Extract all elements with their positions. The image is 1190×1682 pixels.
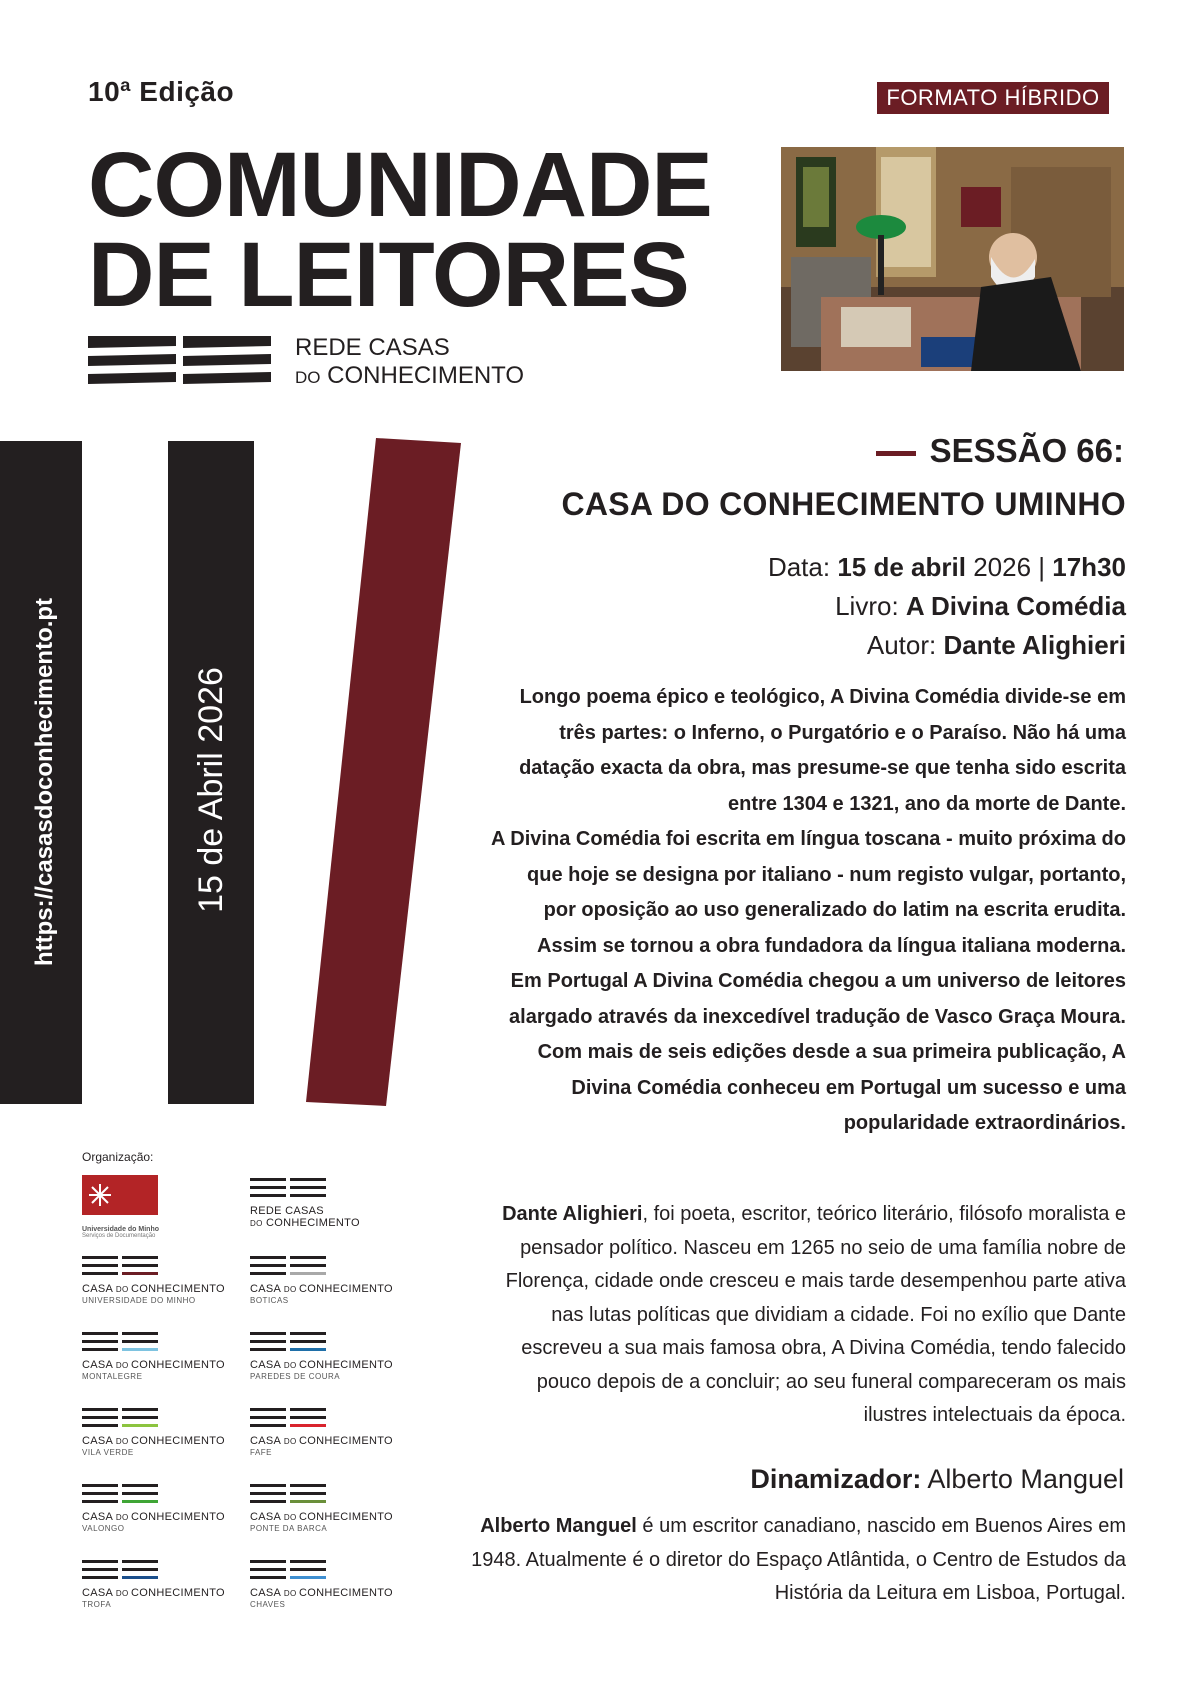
casa-logo-place: PONTE DA BARCA bbox=[250, 1524, 328, 1533]
edition-label: 10ª Edição bbox=[88, 76, 235, 107]
rede-casas-logo bbox=[250, 1178, 360, 1230]
casa-logo-title: CASA DO CONHECIMENTO bbox=[250, 1511, 393, 1523]
casa-logo-place: PAREDES DE COURA bbox=[250, 1372, 341, 1381]
casa-logo-title: CASA DO CONHECIMENTO bbox=[250, 1359, 393, 1371]
network-line-1: REDE CASAS bbox=[295, 334, 450, 361]
stripes-logo-icon bbox=[82, 1256, 162, 1278]
book-line: Livro: A Divina Comédia bbox=[835, 591, 1126, 621]
stripes-logo-icon bbox=[250, 1178, 330, 1200]
book-description bbox=[490, 680, 1126, 1142]
network-name bbox=[295, 334, 524, 392]
stripes-logo-icon bbox=[82, 1332, 162, 1354]
stripes-logo-icon bbox=[82, 1408, 162, 1430]
description-paragraph: Longo poema épico e teológico, A Divina Comédia divide-se em três partes: o Inferno, o Purgatório e o Paraíso. Não há uma datação exacta da obra, mas presume-se que tenha sido escrita entre 1304 e 1321, ano da morte de Dante. bbox=[519, 686, 1126, 815]
session-venue: CASA DO CONHECIMENTO UMINHO bbox=[561, 486, 1126, 522]
uminho-logo bbox=[82, 1175, 159, 1239]
stripes-logo-icon bbox=[250, 1256, 330, 1278]
casa-logo-title: CASA DO CONHECIMENTO bbox=[82, 1283, 225, 1295]
casa-logo bbox=[250, 1408, 393, 1458]
uminho-sub: Serviços de Documentação bbox=[82, 1233, 156, 1239]
title-line-1: COMUNIDADE bbox=[88, 134, 712, 236]
casa-logo-title: CASA DO CONHECIMENTO bbox=[82, 1359, 225, 1371]
casa-logo-place: TROFA bbox=[82, 1600, 112, 1609]
casa-logo bbox=[250, 1332, 393, 1382]
stripes-logo-icon bbox=[250, 1408, 330, 1430]
stripes-logo-icon bbox=[250, 1484, 330, 1506]
author-bio-name: Dante Alighieri bbox=[502, 1203, 643, 1225]
author-bio bbox=[490, 1198, 1126, 1433]
casa-logo-title: CASA DO CONHECIMENTO bbox=[82, 1511, 225, 1523]
casa-logo bbox=[250, 1256, 393, 1306]
uminho-name: Universidade do Minho bbox=[82, 1226, 160, 1233]
session-number bbox=[876, 432, 1124, 470]
moderator-bio-text: é um escritor canadiano, nascido em Buenos Aires em 1948. Atualmente é o diretor do Espaço Atlântida, o Centro de Estudos da História da Leitura em Lisboa, Portugal. bbox=[471, 1515, 1126, 1604]
network-line-2: CONHECIMENTO bbox=[327, 362, 525, 389]
casa-logo-title: CASA DO CONHECIMENTO bbox=[82, 1587, 225, 1599]
rede-line-2: CONHECIMENTO bbox=[265, 1217, 360, 1229]
page-title bbox=[88, 134, 712, 326]
organization-label: Organização: bbox=[82, 1150, 154, 1164]
casa-logo-place: CHAVES bbox=[250, 1600, 286, 1609]
casa-logo-place: VILA VERDE bbox=[82, 1448, 134, 1457]
casa-logo bbox=[250, 1560, 393, 1610]
vertical-date: 15 de Abril 2026 bbox=[192, 667, 230, 913]
format-badge: FORMATO HÍBRIDO bbox=[877, 82, 1109, 114]
dash-icon bbox=[876, 451, 916, 456]
website-url[interactable]: https://casasdoconhecimento.pt bbox=[31, 597, 58, 966]
network-do: DO bbox=[295, 368, 321, 387]
accent-bar bbox=[300, 438, 465, 1106]
author-bio-text: , foi poeta, escritor, teórico literário, filósofo moralista e pensador político. Nasceu em 1265 no seio de uma família nobre de Florença, cidade onde cresceu e mais tarde desempenhou parte ativa nas lutas políticas que dividiam a cidade. Foi no exílio que Dante escreveu a sua mais famosa obra, A Divina Comédia, tendo falecido pouco depois de a concluir; ao seu funeral compareceram os mais ilustres intelectuais da época. bbox=[505, 1203, 1126, 1426]
moderator-bio bbox=[430, 1510, 1126, 1611]
casa-logo-place: MONTALEGRE bbox=[82, 1372, 143, 1381]
casa-logo bbox=[250, 1484, 393, 1534]
stripes-logo-icon bbox=[88, 336, 271, 390]
rede-line-1: REDE CASAS bbox=[250, 1205, 324, 1217]
casa-logo-place: FAFE bbox=[250, 1448, 273, 1457]
casa-logo-place: VALONGO bbox=[82, 1524, 125, 1533]
moderator-heading: Dinamizador: Alberto Manguel bbox=[750, 1464, 1124, 1494]
casa-logo bbox=[82, 1332, 225, 1382]
casa-logo-title: CASA DO CONHECIMENTO bbox=[250, 1435, 393, 1447]
casa-logo bbox=[82, 1484, 225, 1534]
uminho-cross-icon bbox=[82, 1175, 158, 1215]
casa-logo-title: CASA DO CONHECIMENTO bbox=[82, 1435, 225, 1447]
author-photo bbox=[781, 147, 1124, 371]
casa-logo bbox=[82, 1256, 225, 1306]
stripes-logo-icon bbox=[250, 1332, 330, 1354]
casa-logo-place: UNIVERSIDADE DO MINHO bbox=[82, 1296, 196, 1305]
casa-logo bbox=[82, 1560, 225, 1610]
session-meta bbox=[768, 548, 1126, 665]
stripes-logo-icon bbox=[82, 1484, 162, 1506]
date-line: Data: 15 de abril 2026 | 17h30 bbox=[767, 552, 1126, 582]
stripes-logo-icon bbox=[82, 1560, 162, 1582]
casa-logo-title: CASA DO CONHECIMENTO bbox=[250, 1283, 393, 1295]
casa-logo-title: CASA DO CONHECIMENTO bbox=[250, 1587, 393, 1599]
stripes-logo-icon bbox=[250, 1560, 330, 1582]
casa-logo-place: BOTICAS bbox=[250, 1296, 289, 1305]
description-paragraph: A Divina Comédia foi escrita em língua toscana - muito próxima do que hoje se designa por italiano - num registo vulgar, portanto, por oposição ao uso generalizado do latim na escrita erudita. Assim se tornou a obra fundadora da língua italiana moderna. bbox=[491, 828, 1126, 957]
session-number-text: SESSÃO 66: bbox=[929, 432, 1124, 469]
description-paragraph: Em Portugal A Divina Comédia chegou a um universo de leitores alargado através da inexcedível tradução de Vasco Graça Moura. Com mais de seis edições desde a sua primeira publicação, A Divina Comédia conheceu em Portugal um sucesso e uma popularidade extraordinários. bbox=[509, 970, 1126, 1134]
casa-logo bbox=[82, 1408, 225, 1458]
author-line: Autor: Dante Alighieri bbox=[866, 630, 1126, 660]
title-line-2: DE LEITORES bbox=[88, 224, 689, 326]
moderator-bio-name: Alberto Manguel bbox=[480, 1515, 637, 1537]
rede-do: DO bbox=[250, 1219, 263, 1228]
